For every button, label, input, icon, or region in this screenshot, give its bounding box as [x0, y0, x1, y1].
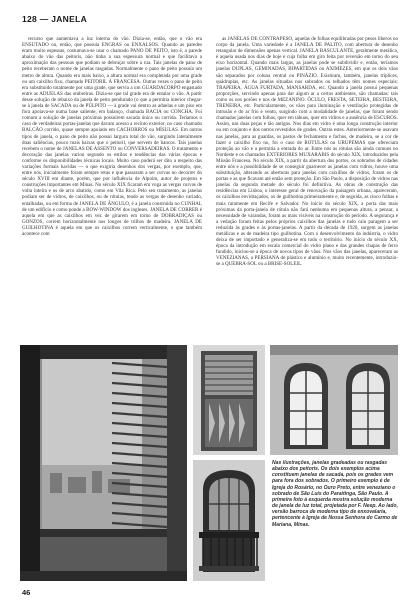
photo-louvered-window — [193, 345, 265, 455]
text-column-left — [22, 36, 202, 340]
body-paragraph: as JANELAS DE CONTRAPESO, aquelas de folhas equilibradas por pesos liberos no corpo da janela. Uma variedade é a JANELA DE PALITO, com abertura de desenho retangular de dimensões apenas vertical. JANELA BASCULANTE, geralmente metálica, é aquela usada nos dias de hoje e cuja folha em giro feita por reversão em torno do seu eixo horizontal. Quando mais largas, as janelas pode se subdividir e, então, teríamos janelas DUPLAS, GEMINADAS, BIPARTIDAS ou AXIMEZES, em que os dois vãos são separados por coluna central ou PINÁZIO. Existiram, também, janelas tríplices, quádruplas, etc. As janelas situadas nos sobrados ou telhados têm nomes especiais: TRAPEIRA, ÁGUA FURTADA, MANSARDA, etc. Quando a janela possui pequenas proporções, servindo apenas para dar algum ar a certos ambientes, são chamadas: tais como os nos porões e nos de MEZANINO. ÓCULO, FRESTA, SETEIRA, BESTEIRA, TRENEIRA, etc. Particularmente, os vãos para iluminação e ventilação protegidas de intrusão e do ar frio e vento, surgindo com a modalidade de janelas, que foram sendo chamadas janelas com folhas, quer em tábuas, quer em vidros e a ausência de ESCUROS. Assim, nas duas peças e tão antigos. Nos dias em vidro é uma longa construção interior ou em conjunto e dos outros revestidos de grades. Outras estes. Anteriormente se usavam nas janelas, para as guardas, os pastos de fechamento e fachos, de madeira, se a cor de fazer o caixilho fixo no, foi o caso de ROTULAS ou URUPEMAS que ofereciam proteção ao vão e a permitia a entrada do ar. Entre nós as rótulas são ainda comuns no Nordeste e os chamados EXTERIORES MUXARABIS do século XIX, introduzidos pela Missão Francesa. No século XIX, a partir da abertura dos portos, os sobrados de cidades entre nós e a possibilidade de se conseguir guarnecer as janelas com vidros, houve uma substituição, alterando as aberturas para janelas com caixilhos de vidros, foram os de portas e as que ficavam até então sem proteção. Em São Paulo, a disposição de vidros nas janelas da segunda metade do século foi definitiva. As obras de construção das residências em Lisboa, o interesse geral de renovação da paisagem urbana, apareceram, os caixilhos envidraçados, os de guilhotina primeiramente e, de seguida, as cinco folhas e mais raramente em Recife e Salvador. No início do século XIX, a porta das mais próximas da porta-janela de rótula não fará nenhuma em pequenas altura, a pensar, a necessidade de varandas, foram as mais visíveis na construção do período. A segurança e a vedação foram feitas pelos próprios caixilhos das janelas e tudo caiu paragem a ser reduzida às grades e às portas-janelas. A partir da década de 1920, surgem as janelas metálicas e as de madeira tipo guilhotina. Com o desenvolvimento da indústria, o vidro deixa de ser importado e generaliza-se em todo o território. No início do século XX, época da introdução em escala comercial do vidro plano e das grandes chapas de ferro fundido, iniciou-se a época de novos tipos de vãos. Nos vãos das janelas, apareceram as VENEZIANAS, a PERSIANA de plástico e alumínio e, muito recentemente, introduziu-se a QUEBRA-SOL ou a BRISE-SOLEIL. — [216, 36, 398, 268]
page-header: 128 — JANELA — [22, 14, 88, 24]
photo-balcony-grate — [193, 460, 265, 581]
photo-arched-windows — [270, 345, 398, 455]
text-column-right — [216, 36, 398, 340]
photo-window-blinds — [20, 345, 187, 581]
body-paragraph: recurso que aumentava a luz interna do vão. Dizia-se, então, que o vão era ENSUTADO ou, então, que possuía ENGRAS ou ENXALSOS. Quando as paredes eram muito espessas, costumava-se usar o chamado PANO DE PEITO, isto é, a parede abaixo do vão das peitoris, não tinha a sua espessura normal e que facilitava a aproximação das pessoas que podiam se debruçar sobre a rua. Tais janelas de pano de peito receberam o nome de janelas rasgadas. Normalmente o pano de peito possuía um metro de altura. Quando era mais baixo, a altura normal era completada por uma grade ou um caixilho fixo, chamado PEITORIL À FRANCESA. Outras vezes o pano de peito era substituído totalmente por uma grade, que servia a um GUARDACORPO engastado entre as ADUELAS das ombreiras. Dizia-se que tal grade era de entalar o vão. A partir desse solução de rebaixo da janela de peito pendurado (o que a permitia interior chegar-se à janela de SACADA ou de PÚLPITO — à grade vai dentro as aduelas e um piso em fora apoiava-se numa base saliente, em balanço, chamada BACIA ou CONCHA. Foi comum a solução de janelas próximas possuírem sacada única ou corrida. Teríamos o caso de verdadeiras portas-janelas que davam acesso a recinto exterior, no caso chamado BALCÃO corrido, quase sempre apoiado em CACHORROS ou MÍSULAS. Em outros tipos de janela, o pano de peito não possui largura total do vão, surgindo lateralmente duas saliências, pouco mais baixas que o peitoril, que servem de bancos. Tais janelas recebem o nome de JANELAS DE ASSENTO ou CONVERSADEIRAS. O tratamento e decoração das janelas variou segundo os estilos e tendências das várias épocas e conforme os disponibilidades técnicas locais. Muito caso poderá ser dito a respeito das variações formais havidas — o que exigiria desenhos dos vergas, por exemplo, que, entre nós, inicialmente foram sempre retas e que passaram a ser curvas no decorrer do século XVIII em diante, porém, que por influência de Alpoim, autor de projetos e construções importantes em Minas. No século XIX ficaram em voga as vergas curvas de volta inteira e os de arco abatido, como em Vila Rica. Pelo seu tratamento, as janelas podiam ser de vidros, de caixilhos, ou de rótulas, tendo as vergas de desenho variado, entalhadas, ou em forma de JANELA DE ÂNGULO, é a janela construída no CUNHAL de um edifício e como ponde a BOW-WINDOW dos ingleses. JANELA DE CORRER é aquela em que as caixilhos em vez de girarem em torno de DOBRADIÇAS ou GONZOS, correm horizontalmente nos longos de trilhos de madeira. JANELA DE GUILHOTINA é aquela em que os caixilhos correm verticalmente, o que também acontece com — [22, 36, 202, 237]
photo-caption: Nas ilustrações, janelas gradeadas ou rasgadas abaixo dos peitoris. Os dois exemplos acima constituem janelas de sacada, pois os grades vem para fora dos sobrados. O primeiro exemplo é de Igreja do Rosário, no Ouro Preto, entre veneziano o sobrado de São Luís do Paraitinga, São Paulo. A primeira foto à esquerda mostra solução moderna de janela de luz total, projetada por F. Neep. Ao lado, versão barroca de moderna tipo de enxovalaria, pertencente à Igreja de Nossa Senhora do Carmo de Mariana, Minas. — [272, 460, 398, 528]
page-number: 46 — [22, 588, 31, 597]
